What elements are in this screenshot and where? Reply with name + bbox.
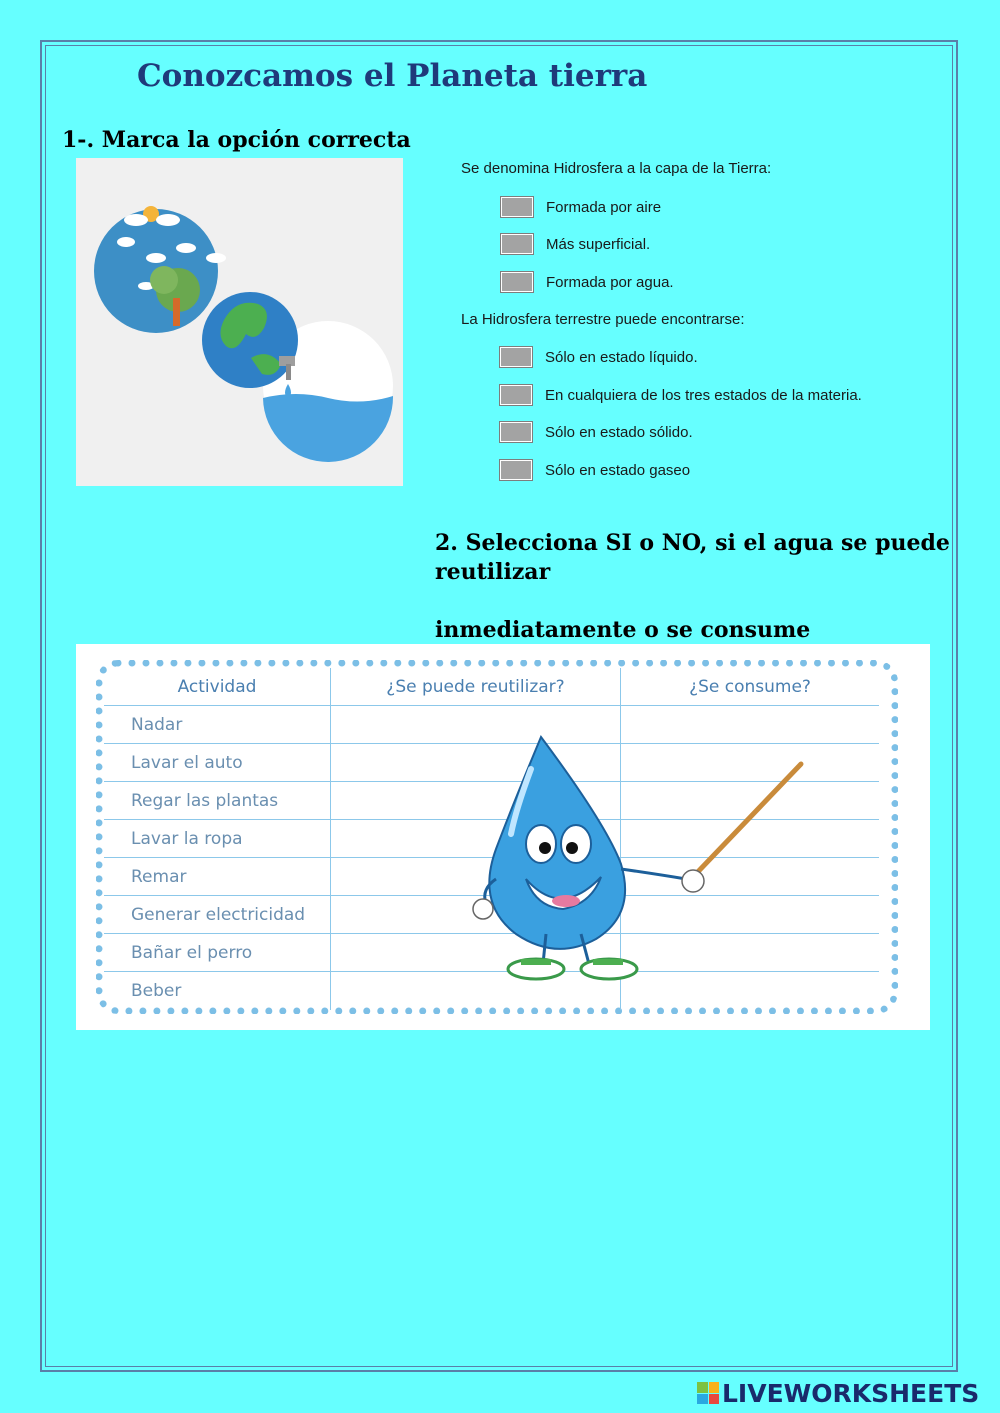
liveworksheets-brand: LIVEWORKSHEETS (722, 1378, 980, 1408)
row-activity: Lavar la ropa (104, 820, 331, 857)
q1-option-3 (501, 270, 674, 294)
q2-option-2-label: En cualquiera de los tres estados de la materia. (545, 386, 862, 404)
q1-option-1 (501, 195, 661, 219)
q2-option-2 (500, 383, 862, 407)
row-activity: Nadar (104, 706, 331, 743)
header-reutilizar: ¿Se puede reutilizar? (331, 668, 621, 705)
q2-option-3 (500, 420, 693, 444)
table-header-row (104, 668, 879, 706)
q2-option-2-checkbox[interactable] (500, 385, 532, 405)
row-activity: Generar electricidad (104, 896, 331, 933)
q1-option-2 (501, 232, 650, 256)
question1-text: Se denomina Hidrosfera a la capa de la Tierra: (461, 160, 772, 177)
q2-option-3-checkbox[interactable] (500, 422, 532, 442)
q2-option-1 (500, 345, 698, 369)
row-activity: Bañar el perro (104, 934, 331, 971)
row-activity: Remar (104, 858, 331, 895)
water-drop-mascot-icon (471, 729, 811, 989)
section2-heading-line1: 2. Selecciona SI o NO, si el agua se puede (435, 530, 950, 556)
earth-water-illustration (76, 158, 403, 486)
q1-option-3-label: Formada por agua. (546, 273, 674, 291)
q2-option-3-label: Sólo en estado sólido. (545, 423, 693, 441)
activity-table (76, 644, 930, 1030)
header-consume: ¿Se consume? (689, 676, 811, 697)
q2-option-1-label: Sólo en estado líquido. (545, 348, 698, 366)
row-activity: Beber (104, 972, 331, 1010)
question2-text: La Hidrosfera terrestre puede encontrarse: (461, 311, 745, 328)
q1-option-2-label: Más superficial. (546, 235, 651, 253)
liveworksheets-logo-icon (697, 1382, 719, 1404)
q1-option-2-checkbox[interactable] (501, 234, 533, 254)
q2-option-4-label: Sólo en estado gaseo (545, 461, 691, 479)
q2-option-4-checkbox[interactable] (500, 460, 532, 480)
section2-heading-line2b: inmediatamente o se consume (435, 617, 811, 643)
section1-heading: 1-. Marca la opción correcta (62, 127, 411, 153)
page-title: Conozcamos el Planeta tierra (137, 58, 648, 94)
q1-option-3-checkbox[interactable] (501, 272, 533, 292)
q1-option-1-checkbox[interactable] (501, 197, 533, 217)
row-activity: Lavar el auto (104, 744, 331, 781)
liveworksheets-logo (697, 1378, 979, 1408)
q2-option-1-checkbox[interactable] (500, 347, 532, 367)
section2-heading-line2 (435, 558, 955, 645)
q1-option-1-label: Formada por aire (546, 198, 662, 216)
header-actividad: Actividad (104, 668, 331, 705)
section2-heading-line2a: reutilizar (435, 559, 551, 585)
row-activity: Regar las plantas (104, 782, 331, 819)
q2-option-4 (500, 458, 690, 482)
